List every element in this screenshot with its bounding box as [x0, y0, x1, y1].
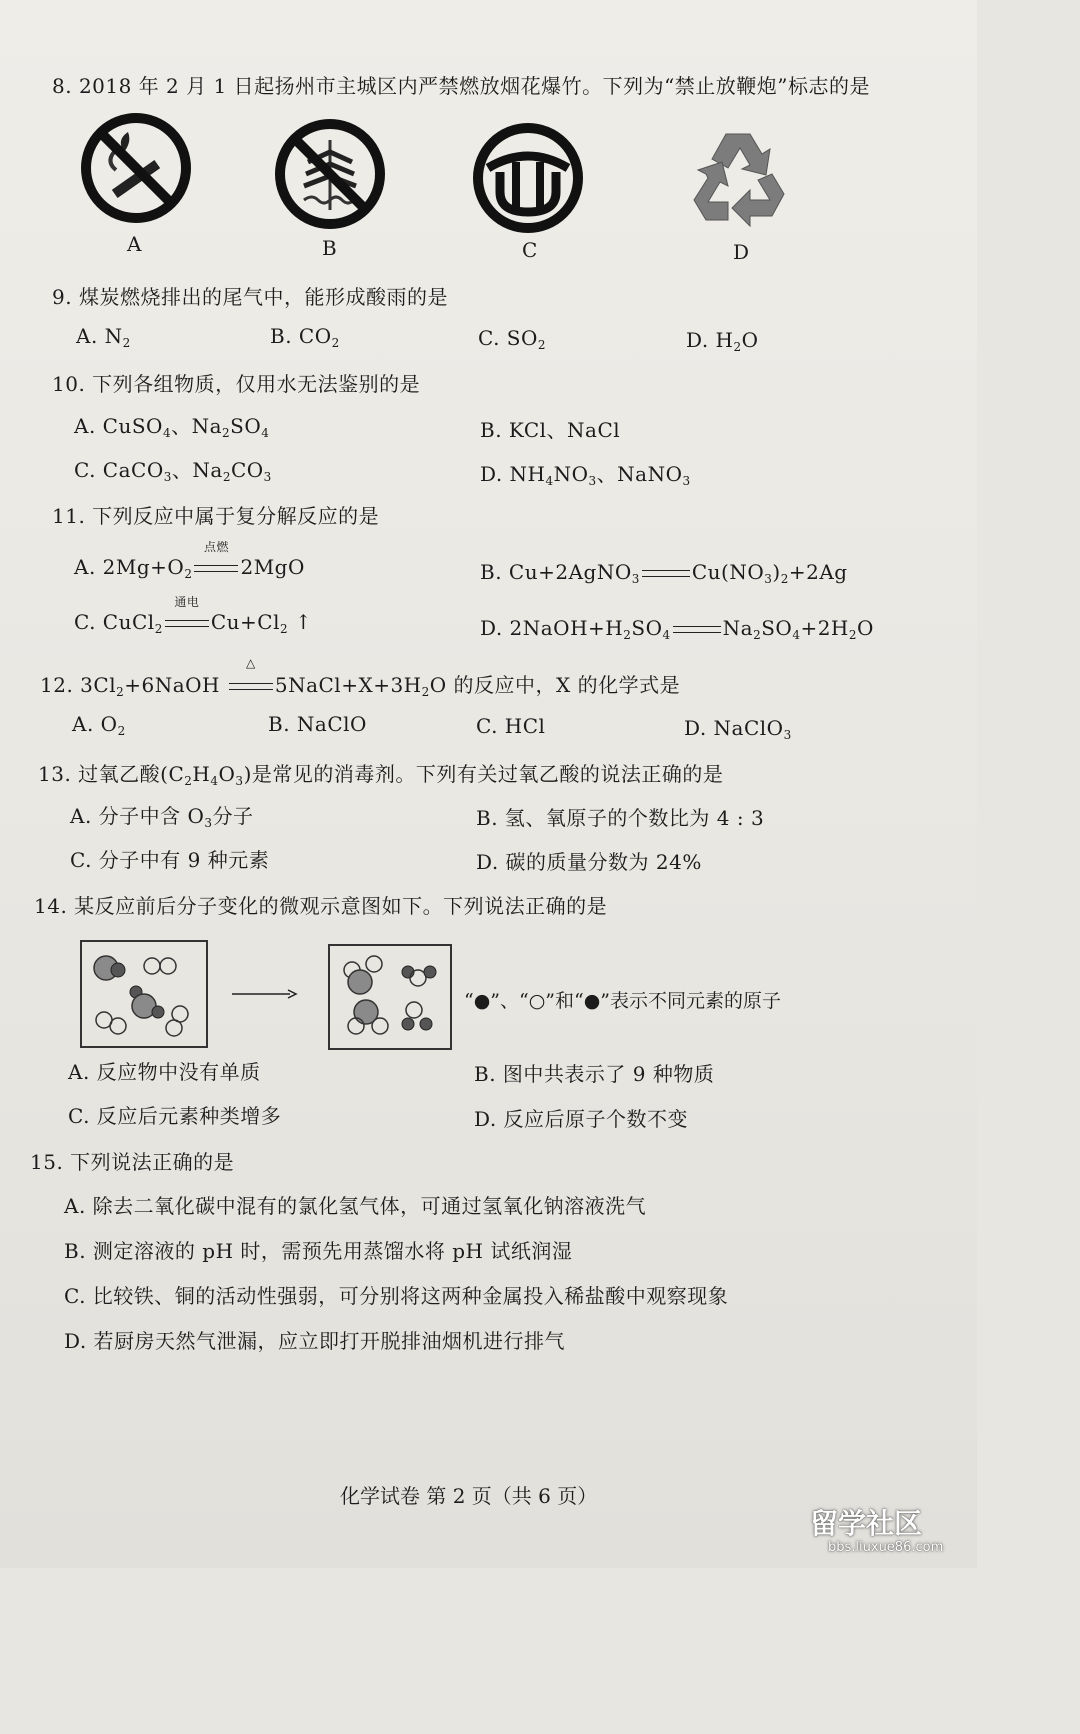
q11-option-a: A. $2Mg+O_2$ 点燃 2MgO — [74, 540, 305, 581]
q10-option-d: D. $NH_4NO_3$、NaNO$_3$ — [480, 462, 691, 488]
q10-option-c: C. CaCO$_3$、$Na_2CO_3$ — [74, 458, 272, 484]
q11-option-d: D. $2NaOH+H_2SO_4$ $Na_2SO_4+2H_2O$ — [480, 616, 874, 642]
reactant-molecules — [82, 942, 206, 1046]
reactants-box — [80, 940, 208, 1048]
q15-option-c: C. 比较铁、铜的活动性强弱，可分别将这两种金属投入稀盐酸中观察现象 — [64, 1284, 729, 1308]
q14-option-c: C. 反应后元素种类增多 — [68, 1104, 282, 1128]
reaction-arrow-icon — [232, 987, 298, 1001]
q14-option-a: A. 反应物中没有单质 — [68, 1060, 261, 1084]
q15-option-d: D. 若厨房天然气泄漏，应立即打开脱排油烟机进行排气 — [64, 1329, 566, 1353]
atom-legend: “●”、“○”和“●”表示不同元素的原子 — [464, 990, 782, 1012]
q11-option-c: C. CuCl$_2$ 通电 $Cu+Cl_2$ ↑ — [74, 595, 313, 636]
site-watermark-url: bbs.liuxue86.com — [828, 1540, 944, 1555]
q9-option-a: A. $N_2$ — [76, 324, 131, 350]
q10-option-a: A. CuSO$_4$、$Na_2SO_4$ — [74, 414, 270, 440]
q11-condition-a: 点燃 — [203, 540, 229, 554]
q15-option-a: A. 除去二氧化碳中混有的氯化氢气体，可通过氢氧化钠溶液洗气 — [64, 1194, 647, 1218]
q12-option-b: B. NaClO — [268, 712, 367, 736]
site-watermark: 留学社区 — [810, 1507, 923, 1540]
q9-stem: 9. 煤炭燃烧排出的尾气中，能形成酸雨的是 — [52, 285, 448, 309]
product-molecules — [330, 946, 450, 1048]
q8-label-c: C — [522, 238, 538, 262]
q12-condition: △ — [245, 656, 256, 670]
q9-option-b: B. $CO_2$ — [270, 324, 340, 350]
recycling-icon — [686, 126, 794, 230]
q11-condition-c: 通电 — [174, 595, 200, 609]
q14-option-b: B. 图中共表示了 9 种物质 — [474, 1062, 715, 1086]
q14-option-d: D. 反应后原子个数不变 — [474, 1107, 689, 1131]
products-box — [328, 944, 452, 1050]
q11-stem: 11. 下列反应中属于复分解反应的是 — [52, 504, 380, 528]
q8-stem: 8. 2018 年 2 月 1 日起扬州市主城区内严禁燃放烟花爆竹。下列为“禁止放鞭炮”标志的是 — [52, 74, 871, 98]
q14-stem: 14. 某反应前后分子变化的微观示意图如下。下列说法正确的是 — [34, 894, 608, 918]
q11-option-b: B. Cu+2AgNO$_3$ $Cu(NO_3)_2+2Ag$ — [480, 560, 848, 586]
q13-option-d: D. 碳的质量分数为 24% — [476, 850, 702, 874]
q15-option-b: B. 测定溶液的 pH 时，需预先用蒸馏水将 pH 试纸润湿 — [64, 1239, 573, 1263]
q8-label-b: B — [322, 236, 337, 260]
page-footer: 化学试卷 第 2 页（共 6 页） — [340, 1484, 598, 1508]
q12-option-c: C. HCl — [476, 714, 546, 738]
q9-option-c: C. $SO_2$ — [478, 326, 547, 352]
q10-option-b: B. KCl、NaCl — [480, 418, 621, 442]
q13-option-c: C. 分子中有 9 种元素 — [70, 848, 270, 872]
q13-option-a: A. 分子中含 $O_3$分子 — [70, 804, 254, 830]
q8-label-d: D — [733, 240, 750, 264]
no-smoking-icon — [80, 112, 192, 224]
q15-stem: 15. 下列说法正确的是 — [30, 1150, 235, 1174]
water-saving-icon — [472, 122, 584, 234]
q8-label-a: A — [127, 232, 142, 256]
q13-stem: 13. 过氧乙酸$(C_2H_4O_3)$是常见的消毒剂。下列有关过氧乙酸的说法正确的是 — [38, 762, 724, 788]
q9-option-d: D. $H_2O$ — [686, 328, 759, 354]
no-firecracker-icon — [274, 118, 386, 230]
q12-option-d: D. NaClO$_3$ — [684, 716, 792, 742]
q12-stem: 12. $3Cl_2+6NaOH$ △ $5NaCl+X+3H_2O$ 的反应中，X 的化学式是 — [40, 656, 681, 699]
q10-stem: 10. 下列各组物质，仅用水无法鉴别的是 — [52, 372, 421, 396]
q12-option-a: A. $O_2$ — [72, 712, 126, 738]
q13-option-b: B. 氢、氧原子的个数比为 4 : 3 — [476, 806, 765, 830]
